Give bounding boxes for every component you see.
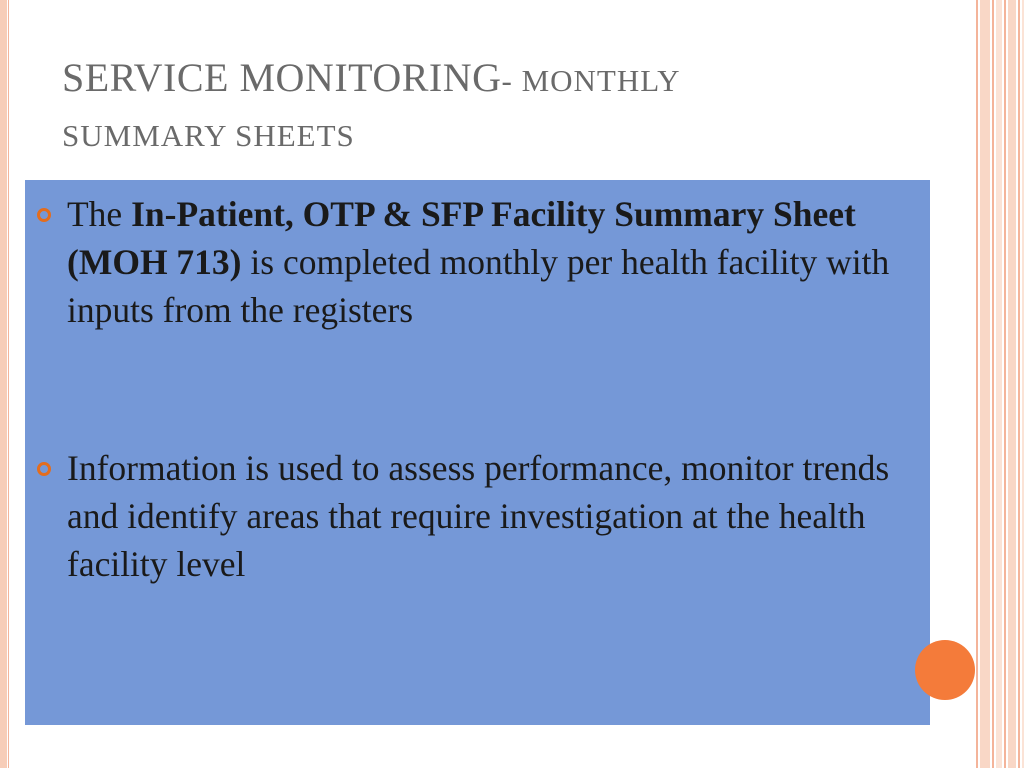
slide-title — [62, 52, 922, 162]
right-border-frame — [976, 0, 1024, 768]
left-border-stripe — [0, 0, 7, 768]
title-monthly: - MONTHLY — [501, 63, 681, 98]
orange-circle-accent — [915, 640, 975, 700]
bullet-bold-text: In-Patient, OTP & SFP Facility Summary Sheet (MOH 713) — [67, 194, 856, 282]
bullet-icon — [37, 462, 51, 476]
left-border-line — [8, 0, 9, 768]
title-main: SERVICE MONITORING — [62, 55, 502, 100]
title-summary-sheets: SUMMARY SHEETS — [62, 118, 355, 153]
bullet-text-2: Information is used to assess performance, monitor trends and identify areas that require investigation at the health facility level — [67, 448, 890, 584]
bullet-icon — [37, 208, 51, 222]
content-box — [25, 180, 930, 725]
bullet-text-1: The In-Patient, OTP & SFP Facility Summary Sheet (MOH 713) is completed monthly per health facility with inputs from the registers — [67, 194, 890, 330]
